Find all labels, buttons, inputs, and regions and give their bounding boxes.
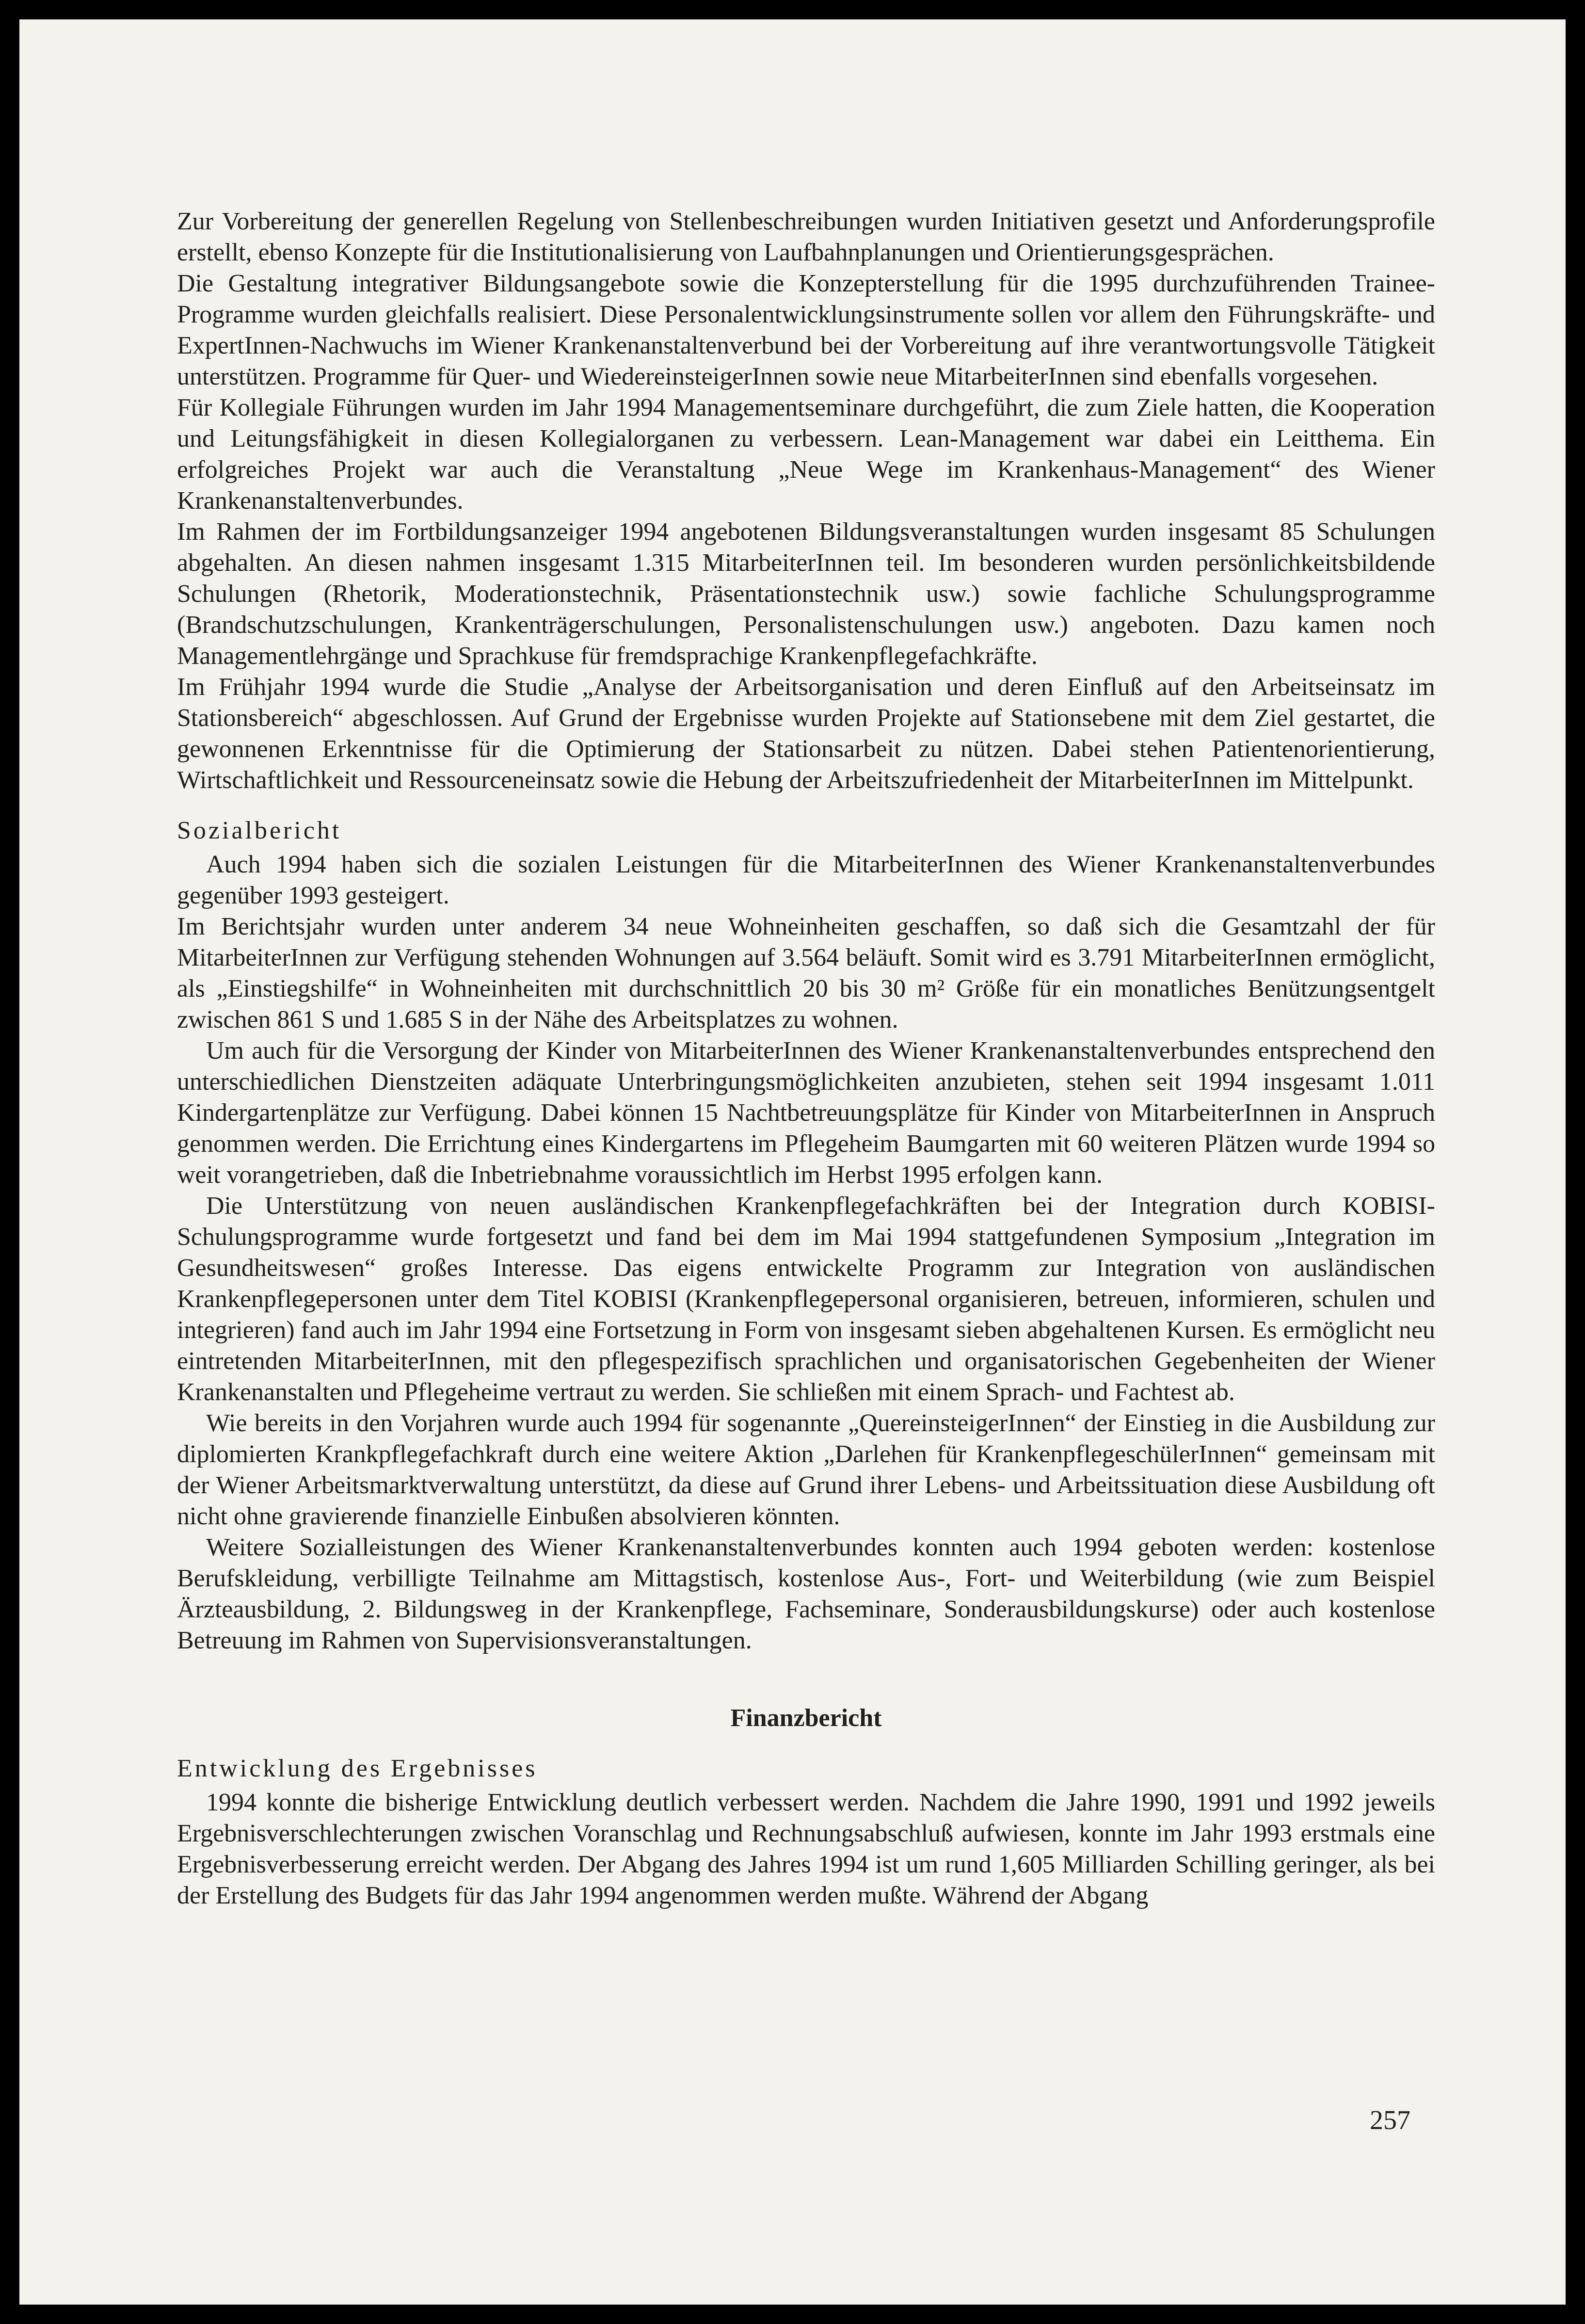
paragraph: Zur Vorbereitung der generellen Regelung von Stellenbeschreibungen wurden Initiativen gesetzt und Anforderungsprofile erstellt, ebenso Konzepte für die Institutionalisierung von Laufbahnplanungen und Orientierungsgesprächen. [177, 208, 1435, 266]
paragraph: Die Unterstützung von neuen ausländischen Krankenpflegefachkräften bei der Integration durch KOBISI-Schulungsprogramme wurde fortgesetzt und fand bei dem im Mai 1994 stattgefundenen Symposium „Integration im Gesundheitswesen“ großes Interesse. Das eigens entwickelte Programm zur Integration von ausländischen Krankenpflegepersonen unter dem Titel KOBISI (Krankenpflegepersonal organisieren, betreuen, informieren, schulen und integrieren) fand auch im Jahr 1994 eine Fortsetzung in Form von insgesamt sieben abgehaltenen Kursen. Es ermöglicht neu eintretenden MitarbeiterInnen, mit den pflegespezifisch sprachlichen und organisatorischen Gegebenheiten der Wiener Krankenanstalten und Pflegeheime vertraut zu werden. Sie schließen mit einem Sprach- und Fachtest ab. [177, 1192, 1435, 1406]
paragraph: Im Berichtsjahr wurden unter anderem 34 neue Wohneinheiten geschaffen, so daß sich die Gesamtzahl der für MitarbeiterInnen zur Verfügung stehenden Wohnungen auf 3.564 beläuft. Somit wird es 3.791 MitarbeiterInnen ermöglicht, als „Einstiegshilfe“ in Wohneinheiten mit durchschnittlich 20 bis 30 m² Größe für ein monatliches Benützungsentgelt zwischen 861 S und 1.685 S in der Nähe des Arbeitsplatzes zu wohnen. [177, 913, 1435, 1033]
main-heading-finanzbericht: Finanzbericht [730, 1704, 882, 1732]
paragraph: Wie bereits in den Vorjahren wurde auch 1994 für sogenannte „QuereinsteigerInnen“ der Einstieg in die Ausbildung zur diplomierten Krankpflegefachkraft durch eine weitere Aktion „Darlehen für KrankenpflegeschülerInnen“ gemeinsam mit der Wiener Arbeitsmarktverwaltung unterstützt, da diese auf Grund ihrer Lebens- und Arbeitssituation diese Ausbildung oft nicht ohne gravierende finanzielle Einbußen absolvieren könnten. [177, 1409, 1435, 1530]
paragraph: 1994 konnte die bisherige Entwicklung deutlich verbessert werden. Nachdem die Jahre 1990, 1991 und 1992 jeweils Ergebnisverschlechterungen zwischen Voranschlag und Rechnungsabschluß aufwiesen, konnte im Jahr 1993 erstmals eine Ergebnisverbesserung erreicht werden. Der Abgang des Jahres 1994 ist um rund 1,605 Milliarden Schilling geringer, als bei der Erstellung des Budgets für das Jahr 1994 angenommen werden mußte. Während der Abgang [177, 1789, 1435, 1909]
document-page [19, 19, 1566, 2305]
paragraph: Für Kollegiale Führungen wurden im Jahr 1994 Managementseminare durchgeführt, die zum Ziele hatten, die Kooperation und Leitungsfähigkeit in diesen Kollegialorganen zu verbessern. Lean-Management war dabei ein Leitthema. Ein erfolgreiches Projekt war auch die Veranstaltung „Neue Wege im Krankenhaus-Management“ des Wiener Krankenanstaltenverbundes. [177, 394, 1435, 515]
page-number: 257 [1370, 2105, 1410, 2135]
paragraph: Im Frühjahr 1994 wurde die Studie „Analyse der Arbeitsorganisation und deren Einfluß auf den Arbeitseinsatz im Stationsbereich“ abgeschlossen. Auf Grund der Ergebnisse wurden Projekte auf Stationsebene mit dem Ziel gestartet, die gewonnenen Erkenntnisse für die Optimierung der Stationsarbeit zu nützen. Dabei stehen Patientenorientierung, Wirtschaftlichkeit und Ressourceneinsatz sowie die Hebung der Arbeitszufriedenheit der MitarbeiterInnen im Mittelpunkt. [177, 673, 1435, 794]
paragraph: Weitere Sozialleistungen des Wiener Krankenanstaltenverbundes konnten auch 1994 geboten werden: kostenlose Berufskleidung, verbilligte Teilnahme am Mittagstisch, kostenlose Aus-, Fort- und Weiterbildung (wie zum Beispiel Ärzteausbildung, 2. Bildungsweg in der Krankenpflege, Fachseminare, Sonderausbildungskurse) oder auch kostenlose Betreuung im Rahmen von Supervisionsveranstaltungen. [177, 1533, 1435, 1654]
paragraph: Die Gestaltung integrativer Bildungsangebote sowie die Konzepterstellung für die 1995 durchzuführenden Trainee-Programme wurden gleichfalls realisiert. Diese Personalentwicklungsinstrumente sollen vor allem den Führungskräfte- und ExpertInnen-Nachwuchs im Wiener Krankenanstaltenverbund bei der Vorbereitung auf ihre verantwortungsvolle Tätigkeit unterstützen. Programme für Quer- und WiedereinsteigerInnen sowie neue MitarbeiterInnen sind ebenfalls vorgesehen. [177, 270, 1435, 390]
section-heading-sozialbericht: Sozialbericht [177, 817, 342, 844]
paragraph: Um auch für die Versorgung der Kinder von MitarbeiterInnen des Wiener Krankenanstaltenverbundes entsprechend den unterschiedlichen Dienstzeiten adäquate Unterbringungsmöglichkeiten anzubieten, stehen seit 1994 insgesamt 1.011 Kindergartenplätze zur Verfügung. Dabei können 15 Nachtbetreuungsplätze für Kinder von MitarbeiterInnen in Anspruch genommen werden. Die Errichtung eines Kindergartens im Pflegeheim Baumgarten mit 60 weiteren Plätzen wurde 1994 so weit vorangetrieben, daß die Inbetriebnahme voraussichtlich im Herbst 1995 erfolgen kann. [177, 1037, 1435, 1189]
paragraph: Im Rahmen der im Fortbildungsanzeiger 1994 angebotenen Bildungsveranstaltungen wurden insgesamt 85 Schulungen abgehalten. An diesen nahmen insgesamt 1.315 MitarbeiterInnen teil. Im besonderen wurden persönlichkeitsbildende Schulungen (Rhetorik, Moderationstechnik, Präsentationstechnik usw.) sowie fachliche Schulungsprogramme (Brandschutzschulungen, Krankenträgerschulungen, Personalistenschulungen usw.) angeboten. Dazu kamen noch Managementlehrgänge und Sprachkuse für fremdsprachige Krankenpflegefachkräfte. [177, 518, 1435, 670]
page-content [177, 206, 1435, 1911]
paragraph: Auch 1994 haben sich die sozialen Leistungen für die MitarbeiterInnen des Wiener Krankenanstaltenverbundes gegenüber 1993 gesteigert. [177, 851, 1435, 909]
section-heading-entwicklung: Entwicklung des Ergebnisses [177, 1755, 538, 1782]
